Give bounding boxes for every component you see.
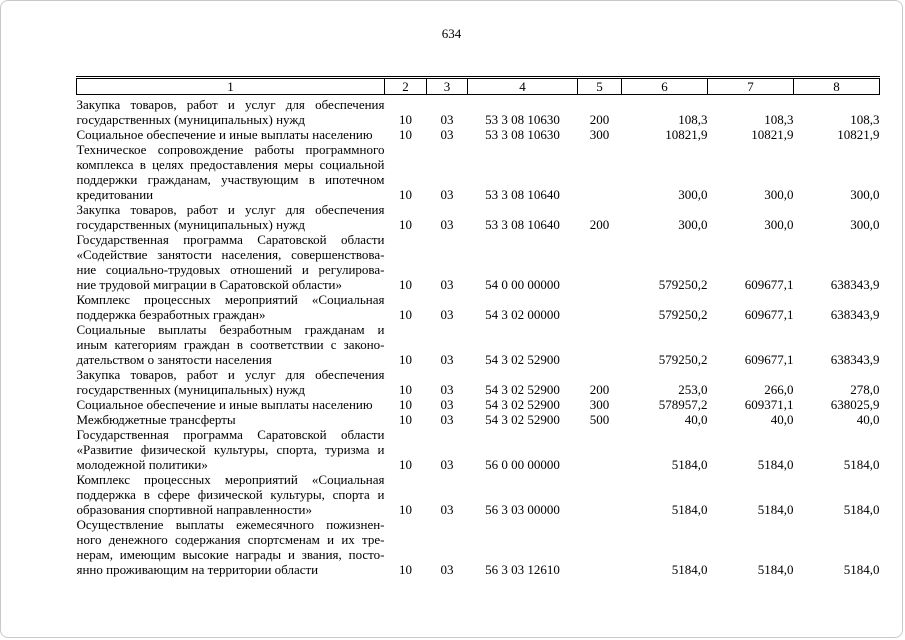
row-label xyxy=(77,292,385,322)
cell-pr: 03 xyxy=(440,457,454,472)
cell-amount-year2: 300,0 xyxy=(764,217,794,232)
cell-amount-year1: 253,0 xyxy=(678,382,708,397)
row-label-line: «Содействие занятости населения, совершенствова- xyxy=(76,247,385,262)
cell-amount-year2: 266,0 xyxy=(764,382,794,397)
cell-amount-year1: 5184,0 xyxy=(671,502,708,517)
column-header: 1 xyxy=(77,78,385,95)
row-label-line: Техническое сопровождение работы программного xyxy=(76,142,385,157)
row-label-line: дательством о занятости населения xyxy=(76,352,272,367)
row-label-line: государственных (муниципальных) нужд xyxy=(76,217,305,232)
table-header xyxy=(77,78,880,95)
cell-csr: 54 3 02 52900 xyxy=(485,412,560,427)
cell-amount-year2: 108,3 xyxy=(764,112,794,127)
cell-rz: 10 xyxy=(399,457,412,472)
cell-rz: 10 xyxy=(399,502,412,517)
cell-amount-year1: 300,0 xyxy=(678,217,708,232)
cell-vr xyxy=(578,427,622,472)
row-label-line: государственных (муниципальных) нужд xyxy=(76,112,305,127)
row-label-line: поддержка безработных граждан» xyxy=(76,307,266,322)
table-row xyxy=(77,322,880,367)
cell-vr: 200 xyxy=(589,217,610,232)
row-label-line: Социальное обеспечение и иные выплаты населению xyxy=(76,397,373,412)
row-label-line: Закупка товаров, работ и услуг для обеспечения xyxy=(76,367,385,382)
column-header: 6 xyxy=(622,78,708,95)
column-header: 3 xyxy=(427,78,468,95)
cell-pr: 03 xyxy=(440,307,454,322)
row-label xyxy=(77,412,385,427)
cell-amount-year1: 108,3 xyxy=(678,112,708,127)
cell-rz: 10 xyxy=(399,217,412,232)
table-row xyxy=(77,127,880,142)
row-label xyxy=(77,232,385,292)
table-row xyxy=(77,202,880,232)
cell-amount-year3: 638343,9 xyxy=(830,307,880,322)
table-row xyxy=(77,232,880,292)
cell-amount-year2: 609677,1 xyxy=(744,352,794,367)
row-label-line: Социальное обеспечение и иные выплаты населению xyxy=(76,127,373,142)
cell-vr xyxy=(578,232,622,292)
cell-csr: 54 3 02 00000 xyxy=(485,307,560,322)
row-label-line: образования спортивной направленности» xyxy=(76,502,312,517)
cell-amount-year1: 578957,2 xyxy=(658,397,708,412)
cell-amount-year1: 5184,0 xyxy=(671,457,708,472)
cell-vr: 300 xyxy=(589,397,610,412)
table-row xyxy=(77,367,880,397)
cell-csr: 56 3 03 00000 xyxy=(485,502,560,517)
row-label xyxy=(77,322,385,367)
cell-amount-year2: 609677,1 xyxy=(744,277,794,292)
cell-amount-year1: 579250,2 xyxy=(658,352,708,367)
table-row xyxy=(77,412,880,427)
table-row xyxy=(77,95,880,128)
cell-vr: 500 xyxy=(589,412,610,427)
column-header: 8 xyxy=(794,78,880,95)
cell-csr: 56 0 00 00000 xyxy=(485,457,560,472)
cell-amount-year2: 609371,1 xyxy=(744,397,794,412)
cell-rz: 10 xyxy=(399,382,412,397)
row-label xyxy=(77,142,385,202)
row-label-line: «Развитие физической культуры, спорта, туризма и xyxy=(76,442,385,457)
table-row xyxy=(77,427,880,472)
cell-amount-year3: 300,0 xyxy=(850,217,880,232)
cell-pr: 03 xyxy=(440,382,454,397)
column-header: 7 xyxy=(708,78,794,95)
row-label-line: государственных (муниципальных) нужд xyxy=(76,382,305,397)
cell-pr: 03 xyxy=(440,127,454,142)
row-label-line: нерам, имеющим высокие награды и звания, посто- xyxy=(76,547,385,562)
cell-amount-year1: 579250,2 xyxy=(658,307,708,322)
cell-amount-year3: 40,0 xyxy=(856,412,880,427)
cell-rz: 10 xyxy=(399,352,412,367)
table-body xyxy=(77,95,880,578)
column-header: 2 xyxy=(385,78,427,95)
cell-rz: 10 xyxy=(399,127,412,142)
cell-rz: 10 xyxy=(399,307,412,322)
cell-pr: 03 xyxy=(440,562,454,577)
cell-amount-year3: 638025,9 xyxy=(830,397,880,412)
row-label-line: ние социально-трудовых отношений и регулирова- xyxy=(76,262,385,277)
cell-amount-year3: 278,0 xyxy=(850,382,880,397)
cell-amount-year2: 40,0 xyxy=(770,412,794,427)
row-label-line: Комплекс процессных мероприятий «Социальная xyxy=(76,292,385,307)
cell-pr: 03 xyxy=(440,112,454,127)
cell-vr xyxy=(578,142,622,202)
row-label xyxy=(77,472,385,517)
budget-table xyxy=(76,76,880,577)
cell-rz: 10 xyxy=(399,562,412,577)
row-label-line: ного денежного содержания спортсменам и их тре- xyxy=(76,532,385,547)
cell-vr: 200 xyxy=(589,382,610,397)
row-label-line: кредитовании xyxy=(76,187,154,202)
row-label-line: Комплекс процессных мероприятий «Социальная xyxy=(76,472,385,487)
cell-vr: 300 xyxy=(589,127,610,142)
row-label xyxy=(77,397,385,412)
cell-vr xyxy=(578,517,622,577)
cell-amount-year3: 10821,9 xyxy=(837,127,880,142)
row-label-line: ние трудовой миграции в Саратовской области» xyxy=(76,277,342,292)
row-label-line: янно проживающим на территории области xyxy=(76,562,319,577)
cell-rz: 10 xyxy=(399,412,412,427)
cell-amount-year3: 108,3 xyxy=(850,112,880,127)
row-label-line: молодежной политики» xyxy=(76,457,208,472)
cell-amount-year1: 579250,2 xyxy=(658,277,708,292)
cell-amount-year3: 5184,0 xyxy=(843,502,880,517)
page-number: 634 xyxy=(441,26,462,41)
cell-amount-year1: 5184,0 xyxy=(671,562,708,577)
cell-amount-year1: 40,0 xyxy=(684,412,708,427)
row-label xyxy=(77,127,385,142)
table-row xyxy=(77,397,880,412)
cell-amount-year3: 638343,9 xyxy=(830,352,880,367)
cell-csr: 53 3 08 10640 xyxy=(485,187,560,202)
cell-csr: 56 3 03 12610 xyxy=(485,562,560,577)
cell-rz: 10 xyxy=(399,112,412,127)
cell-rz: 10 xyxy=(399,187,412,202)
cell-pr: 03 xyxy=(440,217,454,232)
cell-csr: 53 3 08 10630 xyxy=(485,112,560,127)
column-header: 5 xyxy=(578,78,622,95)
cell-amount-year3: 5184,0 xyxy=(843,562,880,577)
cell-vr xyxy=(578,322,622,367)
cell-amount-year2: 5184,0 xyxy=(757,502,794,517)
cell-rz: 10 xyxy=(399,277,412,292)
cell-vr: 200 xyxy=(589,112,610,127)
cell-csr: 54 0 00 00000 xyxy=(485,277,560,292)
cell-amount-year2: 10821,9 xyxy=(751,127,794,142)
cell-amount-year3: 5184,0 xyxy=(843,457,880,472)
cell-csr: 53 3 08 10640 xyxy=(485,217,560,232)
cell-rz: 10 xyxy=(399,397,412,412)
row-label-line: Государственная программа Саратовской области xyxy=(76,232,385,247)
cell-csr: 54 3 02 52900 xyxy=(485,382,560,397)
row-label-line: Государственная программа Саратовской области xyxy=(76,427,385,442)
cell-amount-year2: 5184,0 xyxy=(757,457,794,472)
row-label-line: поддержки гражданам, участвующим в ипотечном xyxy=(76,172,385,187)
cell-pr: 03 xyxy=(440,412,454,427)
row-label xyxy=(77,95,385,128)
table-row xyxy=(77,142,880,202)
cell-vr xyxy=(578,472,622,517)
cell-pr: 03 xyxy=(440,277,454,292)
cell-amount-year1: 300,0 xyxy=(678,187,708,202)
cell-amount-year2: 5184,0 xyxy=(757,562,794,577)
row-label xyxy=(77,427,385,472)
cell-vr xyxy=(578,292,622,322)
row-label-line: поддержка в сфере физической культуры, спорта и xyxy=(76,487,385,502)
cell-amount-year3: 638343,9 xyxy=(830,277,880,292)
row-label xyxy=(77,202,385,232)
cell-amount-year1: 10821,9 xyxy=(665,127,708,142)
row-label-line: Осуществление выплаты ежемесячного пожизнен- xyxy=(76,517,385,532)
cell-csr: 54 3 02 52900 xyxy=(485,352,560,367)
table-header-row xyxy=(77,78,880,95)
cell-amount-year2: 609677,1 xyxy=(744,307,794,322)
cell-csr: 54 3 02 52900 xyxy=(485,397,560,412)
row-label-line: Закупка товаров, работ и услуг для обеспечения xyxy=(76,97,385,112)
row-label-line: Социальные выплаты безработным гражданам и xyxy=(76,322,385,337)
cell-pr: 03 xyxy=(440,502,454,517)
cell-amount-year2: 300,0 xyxy=(764,187,794,202)
column-header: 4 xyxy=(468,78,578,95)
row-label xyxy=(77,367,385,397)
table-row xyxy=(77,517,880,577)
cell-pr: 03 xyxy=(440,397,454,412)
cell-pr: 03 xyxy=(440,352,454,367)
row-label-line: комплекса в целях предоставления меры социальной xyxy=(76,157,385,172)
table-row xyxy=(77,472,880,517)
cell-amount-year3: 300,0 xyxy=(850,187,880,202)
row-label-line: Межбюджетные трансферты xyxy=(76,412,236,427)
row-label-line: иным категориям граждан в соответствии с законо- xyxy=(76,337,385,352)
row-label-line: Закупка товаров, работ и услуг для обеспечения xyxy=(76,202,385,217)
table-row xyxy=(77,292,880,322)
row-label xyxy=(77,517,385,577)
cell-csr: 53 3 08 10630 xyxy=(485,127,560,142)
cell-pr: 03 xyxy=(440,187,454,202)
